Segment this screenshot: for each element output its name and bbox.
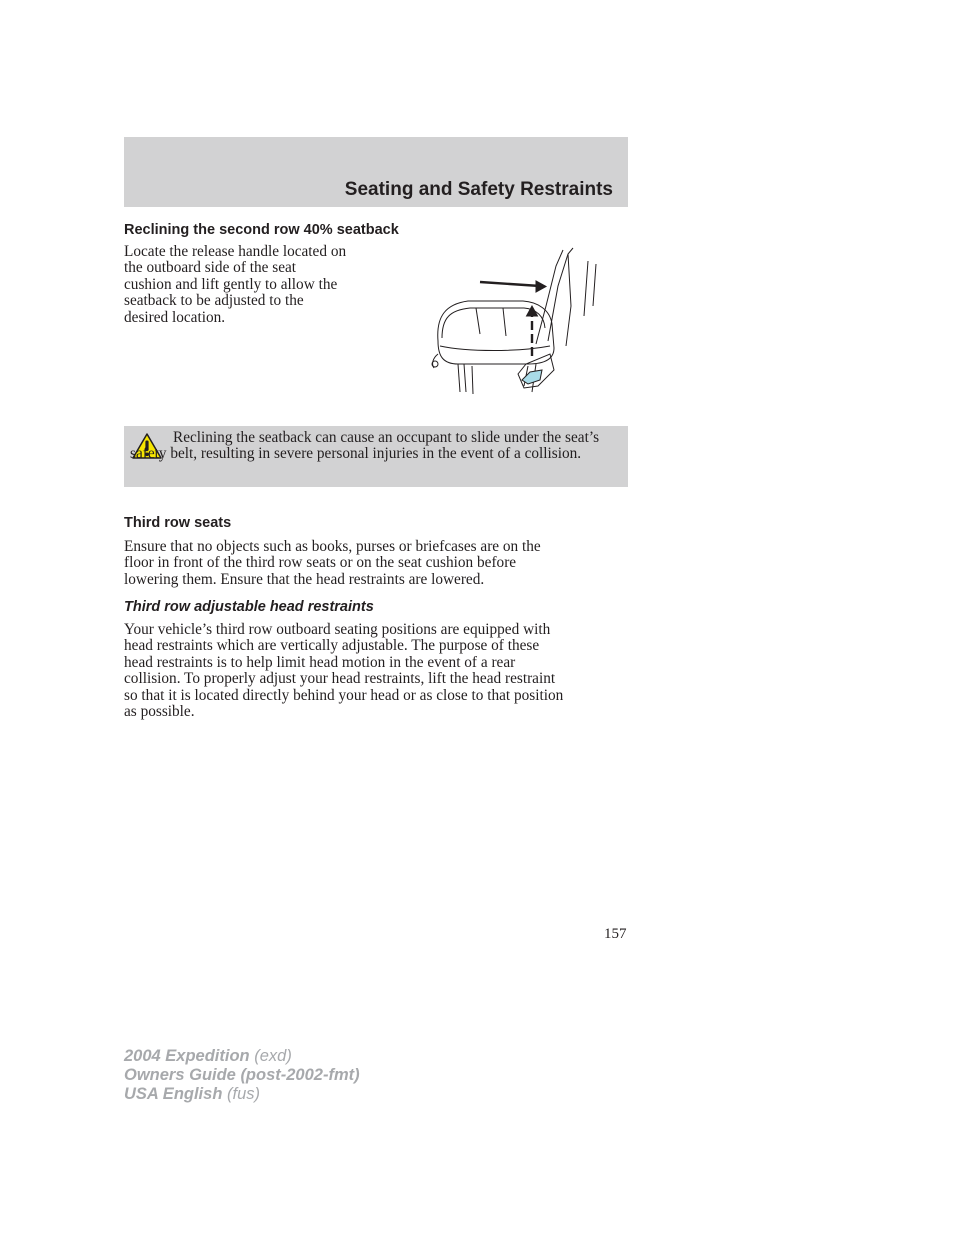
warning-box: [124, 426, 628, 487]
text-line: desired location.: [124, 308, 226, 326]
heading-third-row-head-restraints: Third row adjustable head restraints: [124, 599, 374, 615]
heading-reclining-seatback: Reclining the second row 40% seatback: [124, 222, 399, 238]
text-line: head restraints which are vertically adjustable. The purpose of these: [124, 637, 540, 655]
text-line: the outboard side of the seat: [124, 259, 297, 277]
heading-third-row-seats: Third row seats: [124, 515, 232, 531]
footer-language-code: (fus): [227, 1085, 260, 1103]
footer-model-code: (exd): [254, 1047, 292, 1065]
text-line: cushion and lift gently to allow the: [124, 275, 338, 293]
third-row-seats-text: [124, 539, 541, 588]
text-line: Ensure that no objects such as books, purses or briefcases are on the: [124, 538, 541, 555]
text-line: as possible.: [124, 703, 195, 721]
page-number: 157: [604, 926, 627, 942]
text-line: seatback to be adjusted to the: [124, 292, 304, 310]
text-line: floor in front of the third row seats or on the seat cushion before: [124, 554, 517, 572]
footer-language: USA English: [124, 1085, 223, 1103]
footer-model: 2004 Expedition: [124, 1047, 250, 1065]
section-header-band: [124, 137, 628, 207]
text-line: head restraints is to help limit head motion in the event of a rear: [124, 653, 516, 671]
footer-guide: Owners Guide (post-2002-fmt): [124, 1066, 360, 1084]
seat-release-handle-illustration: [428, 246, 606, 396]
document-footer: [124, 1047, 360, 1104]
text-line: lowering them. Ensure that the head restraints are lowered.: [124, 570, 485, 588]
warning-text: Reclining the seatback can cause an occupant to slide under the seat’s safety belt, resulting in severe personal injuries in the event of a collision.: [130, 429, 600, 463]
text-line: Locate the release handle located on: [124, 243, 347, 260]
head-restraints-text: [124, 622, 563, 720]
text-line: collision. To properly adjust your head restraints, lift the head restraint: [124, 670, 556, 688]
text-line: Your vehicle’s third row outboard seating positions are equipped with: [124, 621, 551, 638]
reclining-instructions-text: [124, 244, 346, 326]
text-line: so that it is located directly behind your head or as close to that position: [124, 686, 564, 704]
section-title: Seating and Safety Restraints: [344, 179, 613, 200]
